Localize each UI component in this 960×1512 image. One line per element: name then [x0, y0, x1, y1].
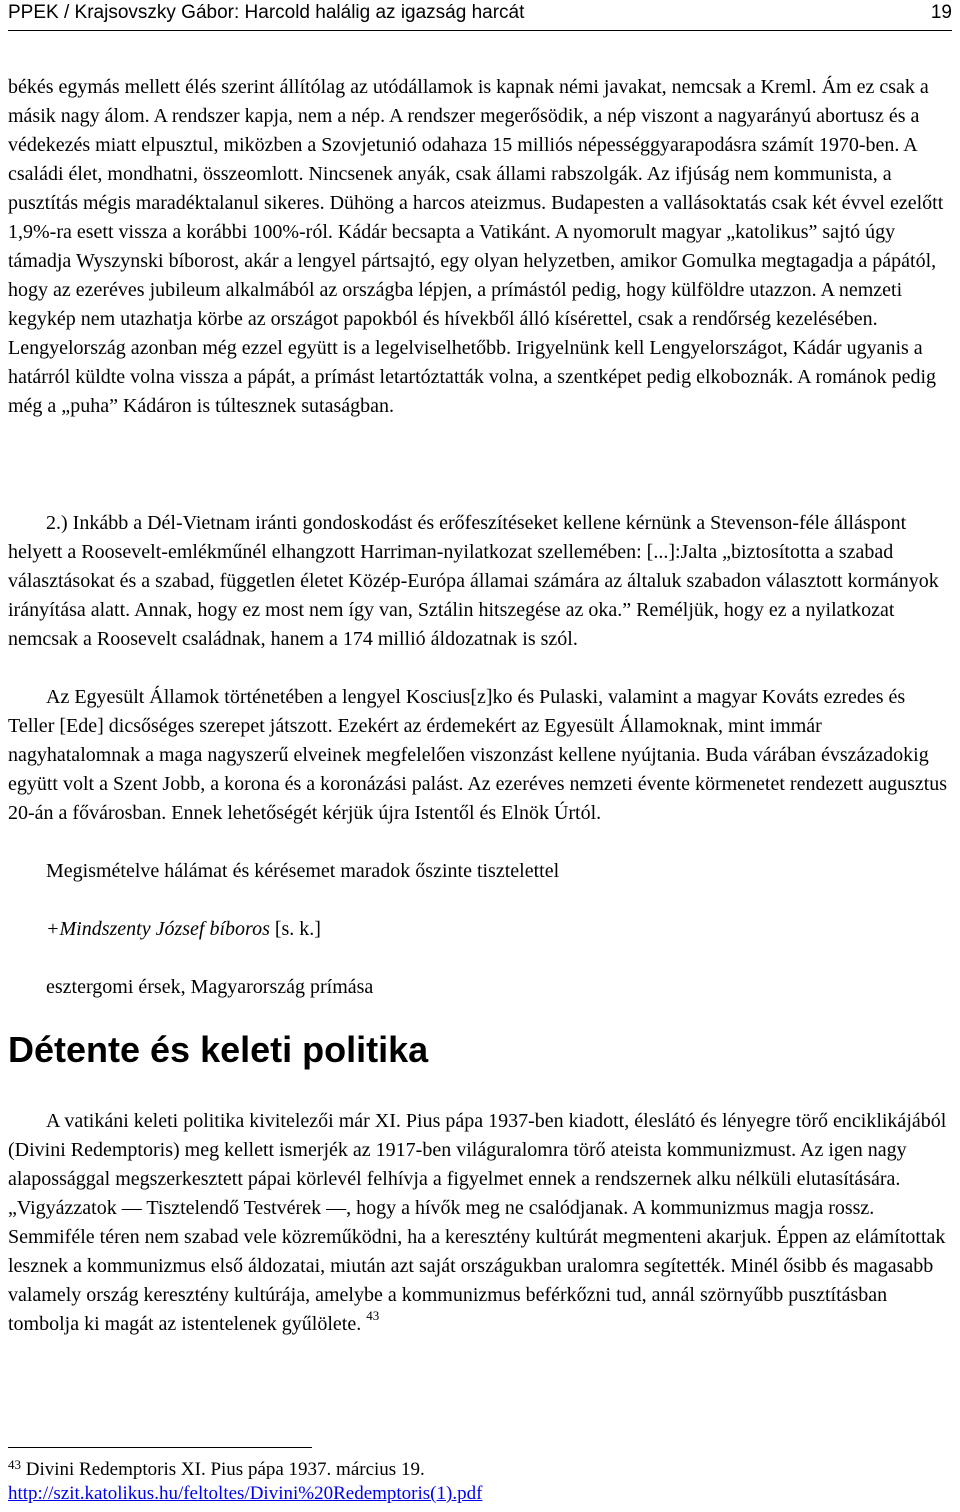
closing-line	[8, 857, 952, 886]
running-header	[8, 1, 952, 25]
page-number: 19	[930, 2, 952, 23]
footnote	[8, 1458, 952, 1506]
signature	[46, 915, 960, 944]
footnote-number: 43	[8, 1457, 21, 1472]
footnote-link[interactable]: http://szit.katolikus.hu/feltoltes/Divini%20Redemptoris(1).pdf	[8, 1483, 483, 1504]
signature-name: +Mindszenty József bíboros	[46, 918, 270, 940]
header-rule	[8, 30, 952, 31]
paragraph-continuation: békés egymás mellett élés szerint állítólag az utódállamok is kapnak némi javakat, nemcsak a Kreml. Ám ez csak a másik nagy álom. A rendszer kapja, nem a nép. A rendszer megerősödik, a nép viszont a nagyarányú abortusz és a védekezés miatt elpusztul, miközben a Szovjetunió odahaza 15 milliós népességgyarapodásra számít 1970-ben. A családi élet, mondhatni, összeomlott. Nincsenek anyák, csak állami rabszolgák. Az ifjúság nem kommunista, a pusztítás mégis maradéktalanul sikeres. Dühöng a harcos ateizmus. Budapesten a vallásoktatás csak két évvel ezelőtt 1,9%-ra esett vissza a korábbi 100%-ról. Kádár becsapta a Vatikánt. A nyomorult magyar „katolikus” sajtó úgy támadja Wyszynski bíborost, akár a lengyel pártsajtó, egy olyan helyzetben, amikor Gomulka megtagadja a pápától, hogy az ezeréves jubileum alkalmából az országba lépjen, a prímástól pedig, hogy külföldre utazzon. A nemzeti kegykép nem utazhatja körbe az országot papokból és hívekből álló kísérettel, csak a rendőrség kezelésében. Lengyelország azonban még ezzel együtt is a legelviselhetőbb. Irigyelnünk kell Lengyelországot, Kádár ugyanis a határról küldte volna vissza a pápát, a prímást letartóztatták volna, a szentképet pedig elkoboznák. A románok pedig még a „puha” Kádáron is túltesznek sutaságban.	[8, 76, 944, 417]
section-heading: Détente és keleti politika	[8, 1029, 429, 1070]
signature-mark: [s. k.]	[269, 918, 321, 940]
paragraph-3-text: Az Egyesült Államok történetében a lengyel Koscius[z]ko és Pulaski, valamint a magyar Kováts ezredes és Teller [Ede] dicsőséges szerepet játszott. Ezekért az érdemekért az Egyesült Államoknak, mint immár nagyhatalomnak a maga nagyszerű elveinek megfelelően viszonzást kellene nyújtania. Buda várában évszázadokig együtt volt a Szent Jobb, a korona és a koronázási palást. Az ezeréves nemzeti évente körmenetet rendezett augusztus 20-án a fővárosban. Ennek lehetőségét kérjük újra Istentől és Elnök Úrtól.	[8, 686, 948, 824]
signature-title: esztergomi érsek, Magyarország prímása	[46, 976, 374, 998]
closing-text: Megismételve hálámat és kérésemet maradok őszinte tisztelettel	[46, 860, 560, 882]
footnote-line	[8, 1458, 952, 1482]
footnote-text: Divini Redemptoris XI. Pius pápa 1937. március 19.	[25, 1459, 425, 1480]
section-paragraph	[8, 1107, 952, 1339]
footnote-reference[interactable]: 43	[366, 1308, 380, 1323]
header-title: PPEK / Krajsovszky Gábor: Harcold halálig az igazság harcát	[8, 2, 525, 23]
paragraph-2-text: 2.) Inkább a Dél-Vietnam iránti gondoskodást és erőfeszítéseket kellene kérnünk a Stevenson-féle álláspont helyett a Roosevelt-emlékműnél elhangzott Harriman-nyilatkozat szellemében: [...]:Jalta „biztosította a szabad választásokat és a szabad, független életet Közép-Európa államai számára az általuk szabadon választott kormányok irányítása alatt. Annak, hogy ez most nem így van, Sztálin hitszegése az oka.” Reméljük, hogy ez a nyilatkozat nemcsak a Roosevelt családnak, hanem a 174 millió áldozatnak is szól.	[8, 512, 939, 650]
paragraph-us-history	[8, 683, 952, 828]
footnote-rule	[8, 1447, 312, 1448]
section-paragraph-text: A vatikáni keleti politika kivitelezői már XI. Pius pápa 1937-ben kiadott, éleslátó és lényegre törő enciklikájából (Divini Redemptoris) meg kellett ismerjék az 1917-ben világuralomra törő ateista kommunizmust. Az igen nagy alapossággal megszerkesztett pápai körlevél felhívja a figyelmet ennek a rendszernek alku nélküli elutasítására. „Vigyázzatok — Tisztelendő Testvérek —, hogy a hívők meg ne csalódjanak. A kommunizmus magja rossz. Semmiféle téren nem szabad vele közreműködni, ha a keresztény kultúrát megmenteni akarjuk. Éppen az elámítottak lesznek a kommunizmus első áldozatai, miután azt saját országukban uralomra segítették. Minél ősibb és magasabb valamely ország keresztény kultúrája, amelybe a kommunizmus beférkőzni tud, annál szörnyűbb pusztításban tombolja ki magát az istentelenek gyűlölete.	[8, 1110, 947, 1335]
paragraph-numbered-2	[8, 509, 952, 654]
